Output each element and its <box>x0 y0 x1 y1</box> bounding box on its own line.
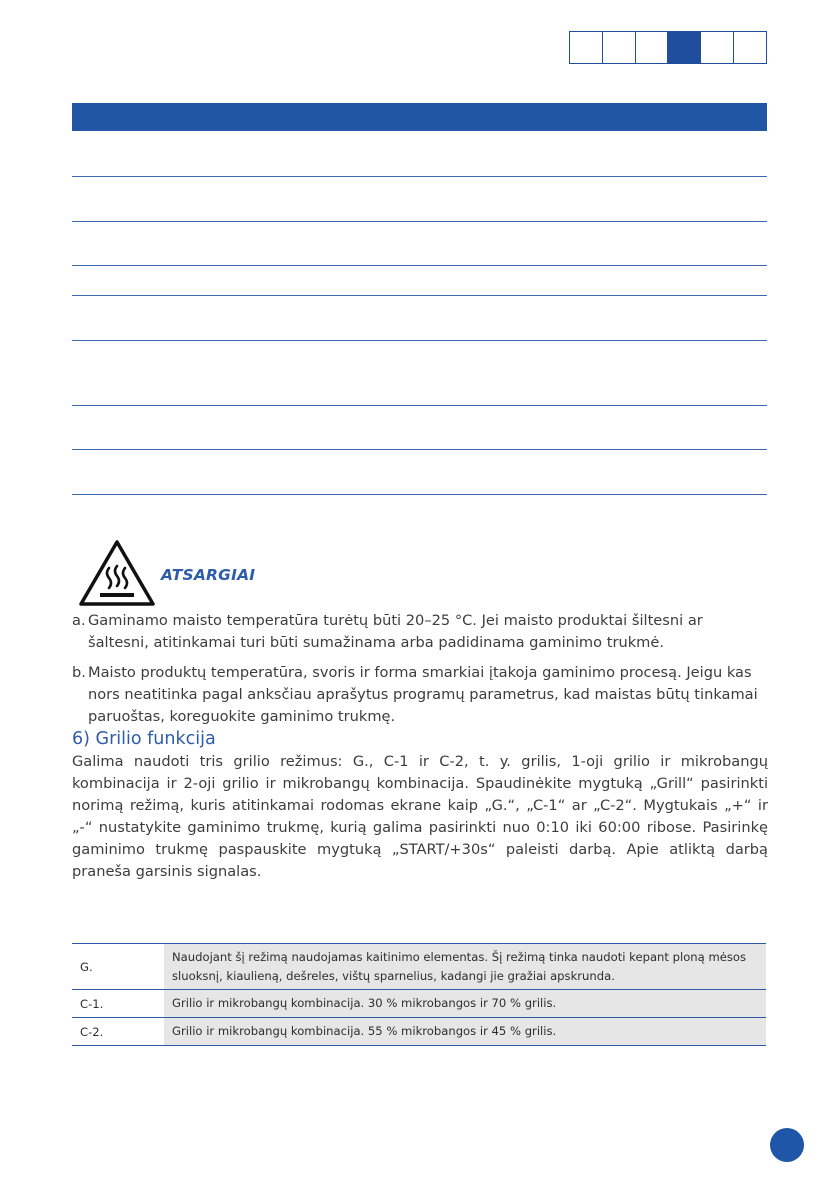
table-row <box>72 944 766 990</box>
section-tab-5 <box>700 32 733 63</box>
grill-modes-table <box>72 943 766 1046</box>
table-row-divider <box>72 295 767 296</box>
table-row-divider <box>72 176 767 177</box>
page-marker <box>770 1128 804 1162</box>
programme-table-header <box>72 103 767 131</box>
mode-code: G. <box>72 944 164 990</box>
mode-code: C-1. <box>72 990 164 1018</box>
mode-code: C-2. <box>72 1018 164 1046</box>
section-tab-2 <box>602 32 635 63</box>
section-tab-3 <box>635 32 668 63</box>
note-label: b. <box>72 664 86 681</box>
table-row-divider <box>72 449 767 450</box>
section-tab-1 <box>570 32 602 63</box>
mode-description: Naudojant šį režimą naudojamas kaitinimo elementas. Šį režimą tinka naudoti kepant ploną mėsos sluoksnį, kiaulieną, dešreles, vištų sparnelius, kadangi jie gražiai apskrunda. <box>164 944 766 990</box>
caution-note-a <box>72 610 762 654</box>
grill-description: Galima naudoti tris grilio režimus: G., C-1 ir C-2, t. y. grilis, 1-oji grilio ir mikrobangų kombinacija ir 2-oji grilio ir mikrobangų kombinacija. Spaudinėkite mygtuką „Grill“ pasirinkti norimą režimą, kuris atitinkamai rodomas ekrane kaip „G.“, „C-1“ ar „C-2“. Mygtukais „+“ ir „-“ nustatykite gaminimo trukmę, kurią galima pasirinkti nuo 0:10 iki 60:00 ribose. Pasirinkę gaminimo trukmę paspauskite mygtuką „START/+30s“ paleisti darbą. Apie atliktą darbą praneša garsinis signalas. <box>72 753 768 880</box>
table-row <box>72 990 766 1018</box>
mode-description: Grilio ir mikrobangų kombinacija. 30 % mikrobangos ir 70 % grilis. <box>164 990 766 1018</box>
table-row-divider <box>72 340 767 341</box>
mode-description: Grilio ir mikrobangų kombinacija. 55 % mikrobangos ir 45 % grilis. <box>164 1018 766 1046</box>
table-row-divider <box>72 265 767 266</box>
section-heading: 6) Grilio funkcija <box>72 729 216 749</box>
note-text: Gaminamo maisto temperatūra turėtų būti 20–25 °C. Jei maisto produktai šiltesni ar šaltesni, atitinkamai turi būti sumažinama arba padidinama gaminimo trukmė. <box>88 612 703 651</box>
section-tab-4-active <box>667 32 700 63</box>
table-row-divider <box>72 494 767 495</box>
note-text: Maisto produktų temperatūra, svoris ir forma smarkiai įtakoja gaminimo procesą. Jeigu kas nors neatitinka pagal anksčiau aprašytus programų parametrus, kad maistas būtų tinkamai paruoštas, koreguokite gaminimo trukmę. <box>88 664 758 725</box>
note-label: a. <box>72 612 86 629</box>
table-row-divider <box>72 405 767 406</box>
section-tab-6 <box>733 32 766 63</box>
table-row <box>72 1018 766 1046</box>
section-tabs <box>569 31 767 64</box>
caution-note-b <box>72 662 762 728</box>
table-row-divider <box>72 221 767 222</box>
caution-title: ATSARGIAI <box>161 566 256 584</box>
hot-surface-warning-icon <box>78 538 156 608</box>
